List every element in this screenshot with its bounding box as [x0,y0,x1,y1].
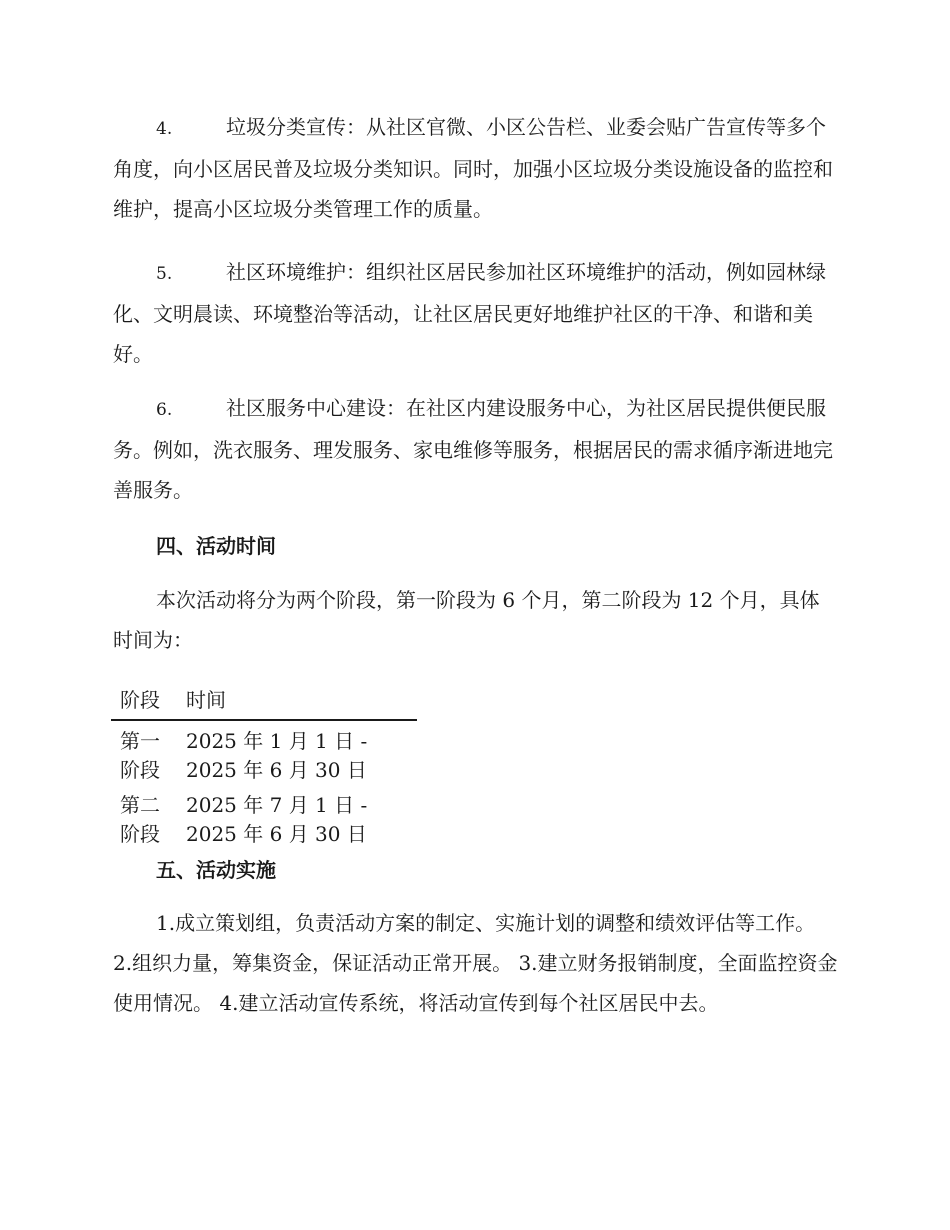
list-number: 4. [156,119,173,139]
table-row [111,785,417,849]
list-number: 5. [156,264,173,284]
cell-stage: 第一阶段 [120,729,160,782]
schedule-table [111,683,417,849]
implementation-body: 1.成立策划组，负责活动方案的制定、实施计划的调整和绩效评估等工作。 2.组织力量，筹集资金，保证活动正常开展。 3.建立财务报销制度，全面监控资金使用情况。 4.建立活动宣传系统，将活动宣传到每个社区居民中去。 [113,911,838,1015]
list-text: 社区环境维护：组织社区居民参加社区环境维护的活动，例如园林绿化、文明晨读、环境整治等活动，让社区居民更好地维护社区的干净、和谐和美好。 [113,260,826,366]
section-heading-schedule: 四、活动时间 [156,534,276,558]
table-header-row [111,683,417,720]
cell-time: 2025 年 1 月 1 日 - 2025 年 6 月 30 日 [186,729,368,782]
section-heading-implementation: 五、活动实施 [156,858,276,882]
list-number: 6. [156,400,173,420]
header-time: 时间 [177,683,417,720]
list-item-5 [113,252,838,374]
table-row [111,720,417,785]
list-text: 垃圾分类宣传：从社区官微、小区公告栏、业委会贴广告宣传等多个角度，向小区居民普及垃圾分类知识。同时，加强小区垃圾分类设施设备的监控和维护，提高小区垃圾分类管理工作的质量。 [113,115,833,221]
list-item-4 [113,107,838,229]
cell-time: 2025 年 7 月 1 日 - 2025 年 6 月 30 日 [186,793,368,846]
cell-stage: 第二阶段 [120,793,160,846]
list-text: 社区服务中心建设：在社区内建设服务中心，为社区居民提供便民服务。例如，洗衣服务、理发服务、家电维修等服务，根据居民的需求循序渐进地完善服务。 [113,396,833,502]
header-stage: 阶段 [111,683,177,720]
schedule-intro: 本次活动将分为两个阶段，第一阶段为 6 个月，第二阶段为 12 个月，具体时间为： [113,588,820,652]
list-item-6 [113,388,838,510]
